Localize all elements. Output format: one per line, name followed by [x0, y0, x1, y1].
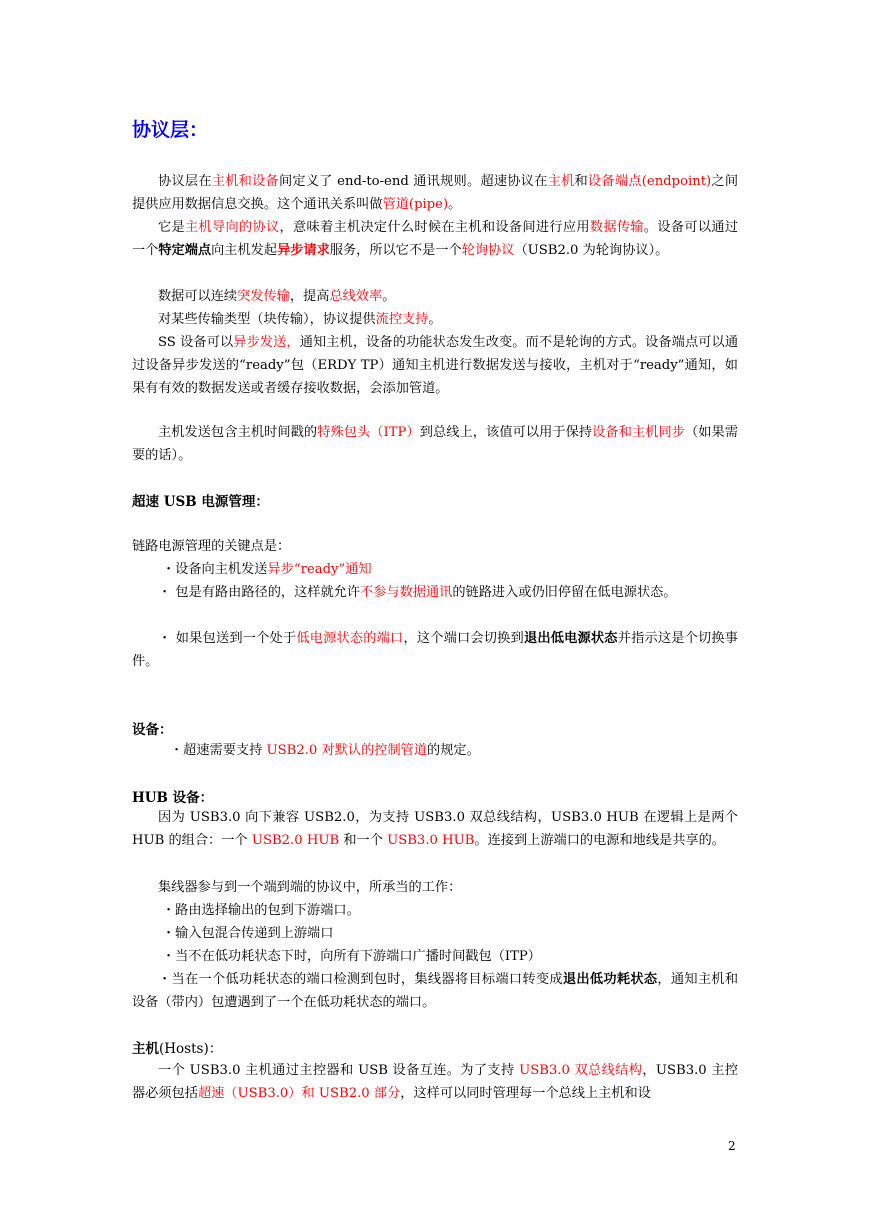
page-number: 2 — [728, 1139, 736, 1153]
hub-paragraph-2: 集线器参与到一个端到端的协议中，所承当的工作： — [158, 880, 462, 895]
heading-protocol-layer: 协议层： — [132, 119, 209, 141]
protocol-paragraph-1: 协议层在主机和设备间定义了 end-to-end 通讯规则。超速协议在主机和设备端点(endpoint)之间提供应用数据信息交换。这个通讯关系叫做管道(pipe)。 — [132, 174, 739, 213]
heading-hub-device: HUB 设备： — [132, 790, 214, 806]
hub-bullet-2: ・输入包混合传递到上游端口 — [162, 926, 334, 941]
host-paragraph-1: 一个 USB3.0 主机通过主控器和 USB 设备互连。为了支持 USB3.0 双总线结构，USB3.0 主控器必须包括超速（USB3.0）和 USB2.0 部分，这样可以同时管理每一个总线上主机和设 — [132, 1063, 738, 1102]
power-intro: 链路电源管理的关键点是： — [132, 539, 291, 554]
protocol-paragraph-2: 它是主机导向的协议，意味着主机决定什么时候在主机和设备间进行应用数据传输。设备可以通过一个特定端点向主机发起异步请求服务，所以它不是一个轮询协议（USB2.0 为轮询协议）。 — [132, 220, 739, 259]
power-bullet-1: ・设备向主机发送异步“ready”通知 — [162, 562, 372, 577]
protocol-paragraph-3: 数据可以连续突发传输，提高总线效率。 — [158, 289, 396, 304]
heading-device: 设备： — [132, 722, 173, 738]
hub-bullet-4: ・当在一个低功耗状态的端口检测到包时，集线器将目标端口转变成退出低功耗状态，通知主机和设备（带内）包遭遇到了一个在低功耗状态的端口。 — [132, 972, 739, 1011]
power-bullet-3: ・ 如果包送到一个处于低电源状态的端口，这个端口会切换到退出低电源状态并指示这是个切换事件。 — [132, 631, 738, 670]
protocol-paragraph-6: 主机发送包含主机时间戳的特殊包头（ITP）到总线上，该值可以用于保持设备和主机同步（如果需要的话）。 — [132, 425, 739, 464]
device-bullet-1: ・超速需要支持 USB2.0 对默认的控制管道的规定。 — [170, 743, 480, 758]
heading-power-management: 超速 USB 电源管理： — [132, 494, 269, 510]
protocol-paragraph-4: 对某些传输类型（块传输），协议提供流控支持。 — [158, 312, 442, 327]
power-bullet-2: ・ 包是有路由路径的，这样就允许不参与数据通讯的链路进入或仍旧停留在低电源状态。 — [158, 585, 677, 600]
hub-paragraph-1: 因为 USB3.0 向下兼容 USB2.0，为支持 USB3.0 双总线结构，USB3.0 HUB 在逻辑上是两个 HUB 的组合：一个 USB2.0 HUB 和一个 USB3.0 HUB。连接到上游端口的电源和地线是共享的。 — [132, 810, 738, 849]
hub-bullet-1: ・路由选择输出的包到下游端口。 — [162, 903, 360, 918]
heading-hosts: 主机(Hosts)： — [132, 1041, 223, 1057]
protocol-paragraph-5: SS 设备可以异步发送，通知主机，设备的功能状态发生改变。而不是轮询的方式。设备端点可以通过设备异步发送的“ready”包（ERDY TP）通知主机进行数据发送与接收，主机对于“ready”通知，如果有有效的数据发送或者缓存接收数据，会添加管道。 — [132, 335, 739, 397]
hub-bullet-3: ・当不在低功耗状态下时，向所有下游端口广播时间戳包（ITP） — [162, 949, 541, 964]
